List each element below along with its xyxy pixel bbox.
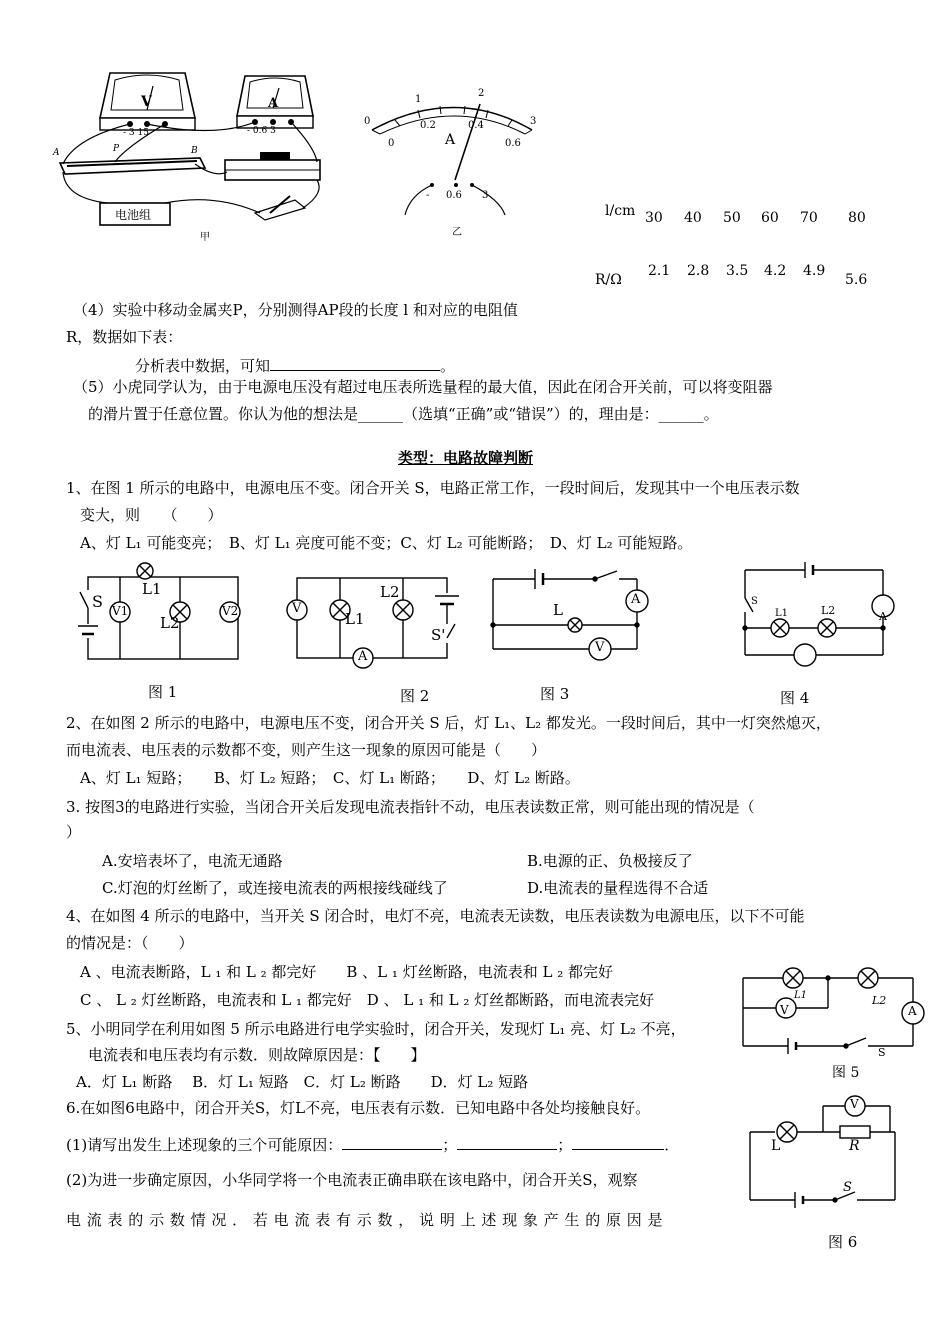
table-cell-l-1: 40: [684, 210, 702, 226]
fig5-l1: L1: [794, 990, 808, 1001]
dial-term-minus: -: [426, 190, 430, 201]
table-cell-l-3: 60: [761, 210, 779, 226]
p6-line1: 6.在如图6电路中，闭合开关S，灯L不亮，电压表有示数．已知电路中各处均接触良好。: [66, 1099, 651, 1117]
p3-opt-c: C.灯泡的灯丝断了，或连接电流表的两根接线碰线了: [102, 879, 448, 897]
ammeter-dial-figure-yi: [360, 90, 550, 240]
scale-top-3: 3: [530, 116, 537, 127]
p6-blank-3[interactable]: [572, 1133, 664, 1150]
p6-line2: (1)请写出发生上述现象的三个可能原因： ； ； ．: [66, 1133, 679, 1155]
scale-top-0: 0: [364, 116, 371, 127]
circuit-figure-5: [738, 958, 928, 1058]
meter-v-letter: V: [141, 94, 152, 110]
p3-opt-b: B.电源的正、负极接反了: [527, 852, 693, 870]
data-table: [590, 190, 890, 300]
fig4-caption: 图 4: [780, 689, 810, 707]
clip-p: P: [113, 144, 120, 154]
scale-bottom-02: 0.2: [420, 120, 436, 131]
p2-options: A、灯 L₁ 短路； B、灯 L₂ 短路； C、灯 L₁ 断路； D、灯 L₂ 断路。: [80, 769, 580, 787]
fig2-l2: L2: [380, 583, 400, 601]
circuit-figure-2: [285, 568, 465, 673]
fig2-l1: L1: [345, 610, 365, 628]
scale-top-1: 1: [415, 94, 422, 105]
q4-line3-end: 。: [440, 357, 456, 375]
fig5-caption: 图 5: [832, 1065, 860, 1081]
apparatus-figure-jia: [55, 68, 345, 243]
p6-line3: (2)为进一步确定原因，小华同学将一个电流表正确串联在该电路中，闭合开关S，观察: [66, 1171, 638, 1189]
q5-line1: （5）小虎同学认为，由于电源电压没有超过电压表所选量程的最大值，因此在闭合开关前，可以将变阻器: [73, 378, 773, 396]
p2-line2: 而电流表、电压表的示数都不变，则产生这一现象的原因可能是（ ）: [66, 741, 547, 759]
fig3-v: V: [595, 640, 605, 655]
table-cell-l-5: 80: [848, 210, 866, 226]
table-cell-r-3: 4.2: [764, 263, 787, 279]
p6-blank-2[interactable]: [457, 1133, 557, 1150]
fig4-s: S: [751, 596, 758, 607]
figure-label-yi: 乙: [452, 227, 462, 238]
p1-options: A、灯 L₁ 可能变亮； B、灯 L₁ 亮度可能不变；C、灯 L₂ 可能断路； D、灯 L₂ 可能短路。: [80, 534, 693, 552]
fig6-s: S: [843, 1180, 852, 1195]
circuit-figure-1: [70, 562, 250, 667]
p5-line1: 5、小明同学在利用如图 5 所示电路进行电学实验时，闭合开关，发现灯 L₁ 亮、灯 L₂ 不亮，: [66, 1020, 686, 1038]
fig3-l: L: [553, 601, 563, 619]
q4-line3-text: 分析表中数据，可知: [135, 357, 271, 375]
table-cell-r-4: 4.9: [803, 263, 826, 279]
p1-line2: 变大，则 （ ）: [80, 506, 223, 524]
table-cell-l-2: 50: [723, 210, 741, 226]
p2-line1: 2、在如图 2 所示的电路中，电源电压不变，闭合开关 S 后，灯 L₁、L₂ 都发光。一段时间后，其中一灯突然熄灭，: [66, 714, 831, 732]
fig6-r: R: [849, 1138, 860, 1154]
dial-term-3: 3: [482, 190, 489, 201]
fig1-caption: 图 1: [148, 683, 178, 701]
p3-opt-d: D.电流表的量程选得不合适: [527, 879, 709, 897]
p3-opt-a: A.安培表坏了，电流无通路: [102, 852, 283, 870]
fig4-l2: L2: [821, 604, 836, 617]
fig4-l1: L1: [775, 608, 789, 619]
fig1-v2: V2: [222, 604, 239, 618]
table-head-length: l/cm: [605, 203, 636, 219]
meter-a-terminals: - 0.6 3: [247, 126, 276, 136]
fig6-l: L: [771, 1138, 781, 1154]
wire-end-b: B: [191, 146, 198, 156]
scale-bottom-06: 0.6: [505, 138, 521, 149]
table-cell-r-2: 3.5: [726, 263, 749, 279]
q4-answer-blank[interactable]: [270, 354, 440, 371]
p3-line2: ）: [66, 823, 82, 841]
table-head-resistance: R/Ω: [595, 272, 622, 288]
circuit-figure-6: [745, 1092, 905, 1212]
p5-line2: 电流表和电压表均有示数．则故障原因是：【 】: [88, 1046, 426, 1064]
wire-end-a: A: [53, 148, 60, 158]
scale-top-2: 2: [478, 88, 485, 99]
battery-label: 电池组: [115, 208, 152, 222]
p4-opt-1: A 、电流表断路，L ₁ 和 L ₂ 都完好 B 、L ₁ 灯丝断路，电流表和 L ₂ 都完好: [80, 963, 613, 981]
q4-line3: [135, 354, 455, 376]
q4-line2: R，数据如下表：: [66, 328, 183, 346]
fig6-caption: 图 6: [828, 1233, 858, 1251]
fig3-caption: 图 3: [540, 685, 570, 703]
fig1-s: S: [92, 592, 103, 611]
fig2-s: S': [431, 626, 446, 644]
fig5-v: V: [780, 1003, 789, 1017]
fig2-a: A: [358, 649, 368, 664]
p1-line1: 1、在图 1 所示的电路中，电源电压不变。闭合开关 S，电路正常工作，一段时间后，发现其中一个电压表示数: [66, 479, 800, 497]
dial-letter: A: [445, 132, 456, 148]
fig2-v: V: [292, 601, 302, 616]
scale-bottom-0: 0: [388, 138, 395, 149]
q5-line2: 的滑片置于任意位置。你认为他的想法是______（选填“正确”或“错误”）的，理由是：______。: [88, 405, 719, 423]
section-title: 类型：电路故障判断: [398, 449, 534, 467]
p6-blank-1[interactable]: [342, 1133, 442, 1150]
table-cell-l-4: 70: [800, 210, 818, 226]
table-cell-l-0: 30: [645, 210, 663, 226]
p4-opt-2: C 、 L ₂ 灯丝断路，电流表和 L ₁ 都完好 D 、 L ₁ 和 L ₂ 灯丝都断路，而电流表完好: [80, 991, 655, 1009]
meter-a-letter: A: [268, 96, 279, 111]
p5-options: A．灯 L₁ 断路 B．灯 L₁ 短路 C．灯 L₂ 断路 D．灯 L₂ 短路: [76, 1073, 529, 1091]
fig5-s: S: [878, 1046, 886, 1059]
p4-line2: 的情况是：（ ）: [66, 934, 194, 952]
fig4-a: A: [879, 610, 887, 623]
fig5-l2: L2: [872, 994, 887, 1007]
table-cell-r-0: 2.1: [648, 263, 671, 279]
fig3-a: A: [631, 592, 641, 607]
fig6-v: V: [850, 1097, 859, 1111]
fig1-l1: L1: [142, 580, 162, 598]
p6-line2-text: (1)请写出发生上述现象的三个可能原因：: [66, 1136, 343, 1154]
fig2-caption: 图 2: [400, 687, 430, 705]
dial-term-06: 0.6: [446, 190, 462, 201]
meter-v-terminals: - 3 15: [123, 128, 149, 138]
p4-line1: 4、在如图 4 所示的电路中，当开关 S 闭合时，电灯不亮，电流表无读数，电压表读数为电源电压，以下不可能: [66, 907, 805, 925]
circuit-figure-4: [735, 560, 905, 670]
fig1-l2: L2: [160, 614, 180, 632]
p3-line1: 3. 按图3的电路进行实验，当闭合开关后发现电流表指针不动，电压表读数正常，则可能出现的情况是（: [66, 798, 755, 816]
table-cell-r-1: 2.8: [687, 263, 710, 279]
p6-line4: 电 流 表 的 示 数 情 况 ． 若 电 流 表 有 示 数 ， 说 明 上 述 现 象 产 生 的 原 因 是: [66, 1211, 664, 1229]
table-cell-r-5: 5.6: [845, 272, 868, 288]
circuit-figure-3: [485, 565, 660, 665]
scale-bottom-04: 0.4: [468, 120, 484, 131]
q4-line1: （4）实验中移动金属夹P，分别测得AP段的长度 l 和对应的电阻值: [73, 301, 518, 319]
fig5-a: A: [908, 1004, 917, 1018]
figure-label-jia: 甲: [200, 232, 210, 243]
fig1-v1: V1: [112, 604, 129, 618]
